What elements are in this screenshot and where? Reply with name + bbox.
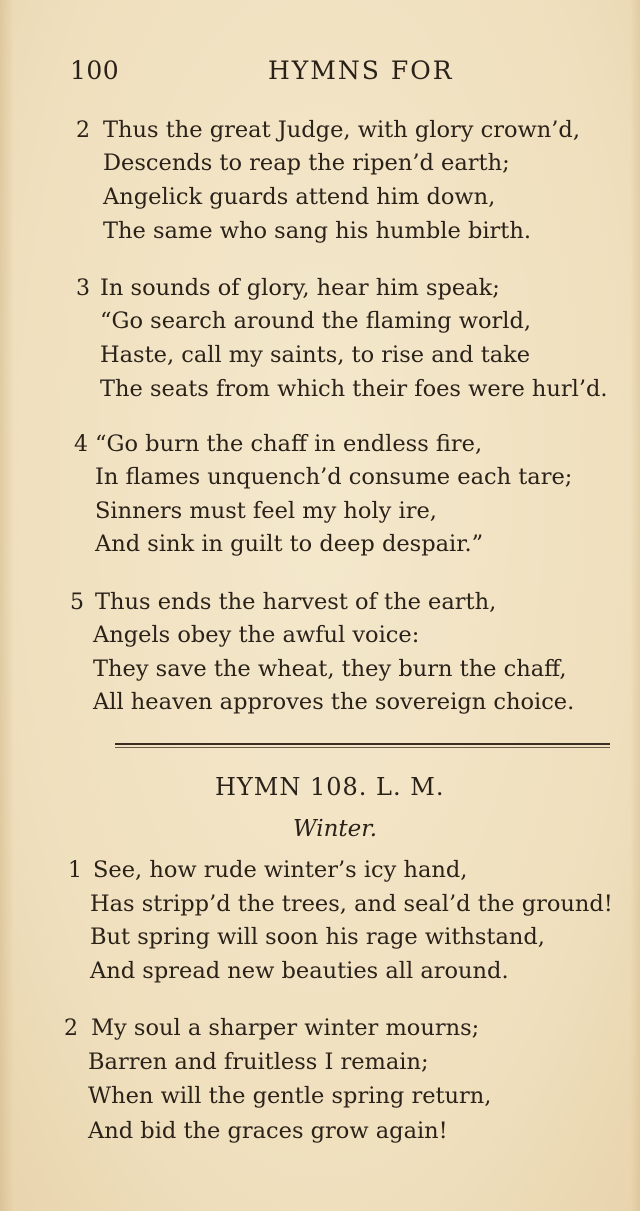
verse-line: Has stripp’d the trees, and seal’d the ground! [90,891,613,917]
verse-line: They save the wheat, they burn the chaff, [93,656,567,682]
verse-line: See, how rude winter’s icy hand, [93,857,468,883]
stanza-number: 2 [64,1016,78,1041]
page-header [0,56,640,90]
section-divider [115,743,610,745]
page-number: 100 [70,56,120,85]
stanza-number: 5 [70,590,84,615]
verse-line: All heaven approves the sovereign choice. [93,689,575,715]
hymn-subtitle: Winter. [293,816,378,842]
verse-line: Barren and fruitless I remain; [88,1049,429,1075]
stanza-number: 2 [76,118,90,143]
verse-line: Thus ends the harvest of the earth, [95,589,497,615]
verse-line: When will the gentle spring return, [88,1083,492,1109]
stanza-number: 4 [74,432,88,457]
verse-line: The seats from which their foes were hurl’d. [100,376,608,402]
verse-line: Descends to reap the ripen’d earth; [103,150,510,176]
stanza-number: 1 [68,858,82,883]
verse-line: In flames unquench’d consume each tare; [95,464,573,490]
verse-line: And bid the graces grow again! [88,1118,448,1144]
verse-line: In sounds of glory, hear him speak; [100,275,500,301]
verse-line: The same who sang his humble birth. [103,218,531,244]
verse-line: And spread new beauties all around. [90,958,509,984]
stanza-number: 3 [76,276,90,301]
verse-line: My soul a sharper winter mourns; [91,1015,480,1041]
section-divider-thin [115,747,610,748]
verse-line: “Go burn the chaff in endless fire, [95,431,483,457]
verse-line: Angels obey the awful voice: [93,622,420,648]
verse-line: “Go search around the flaming world, [100,308,532,334]
verse-line: But spring will soon his rage withstand, [90,924,545,950]
verse-line: Angelick guards attend him down, [103,184,496,210]
verse-line: And sink in guilt to deep despair.” [95,531,484,557]
verse-line: Thus the great Judge, with glory crown’d, [103,117,580,143]
hymn-title: HYMN 108. L. M. [215,773,445,801]
verse-line: Sinners must feel my holy ire, [95,498,437,524]
verse-line: Haste, call my saints, to rise and take [100,342,531,368]
running-head: HYMNS FOR [268,56,454,85]
